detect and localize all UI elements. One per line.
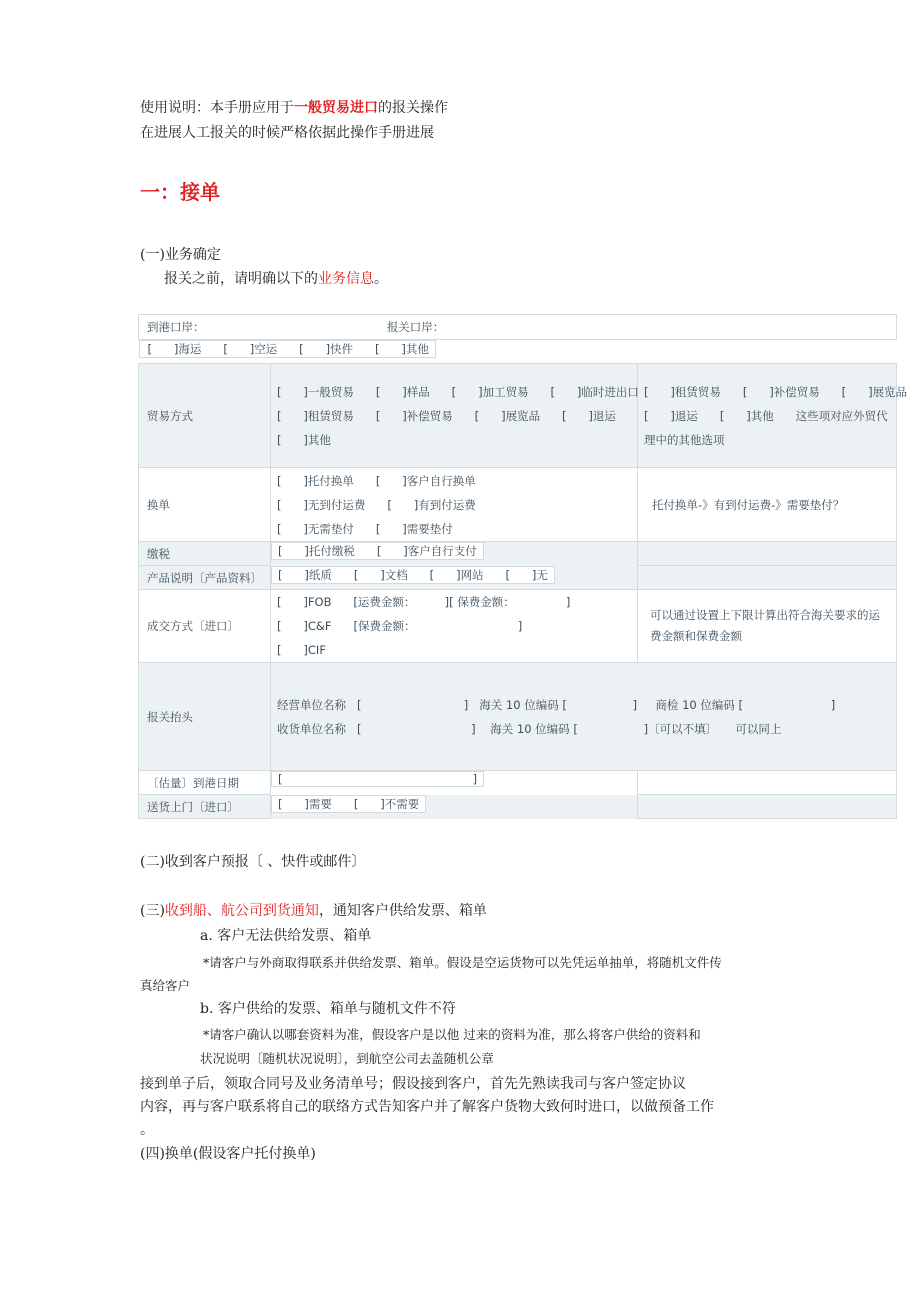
intro-highlight: 一般贸易进口 bbox=[294, 100, 378, 116]
deal-options[interactable] bbox=[271, 590, 638, 663]
sub3-a-title: a. 客户无法供给发票、箱单 bbox=[200, 928, 372, 944]
para-line-3: 。 bbox=[140, 1122, 154, 1138]
row-ports bbox=[139, 315, 897, 340]
deal-note: 可以通过设置上下限计算出符合海关要求的运费金额和保费金额 bbox=[638, 590, 897, 663]
business-info-table bbox=[138, 314, 908, 819]
row-date bbox=[139, 771, 897, 795]
trade-label: 贸易方式 bbox=[139, 364, 271, 468]
tax-label: 缴税 bbox=[139, 542, 271, 566]
row-delivery bbox=[139, 795, 897, 819]
trade-notes bbox=[638, 364, 908, 468]
arrival-port-field[interactable]: 到港口岸： bbox=[147, 320, 205, 334]
consignee-unit-line[interactable]: 收货单位名称 [ ] 海关 10 位编码 [ ]〔可以不填〕 可以同上 bbox=[277, 721, 782, 736]
product-note bbox=[638, 566, 897, 590]
row-trade bbox=[139, 364, 897, 468]
sub3-title-a: (三) bbox=[140, 903, 165, 919]
sub3-a-note-1: *请客户与外商取得联系并供给发票、箱单。假设是空运货物可以先凭运单抽单，将随机文件传 bbox=[203, 955, 722, 970]
deal-option-line[interactable]: [ ]CIF bbox=[277, 643, 326, 657]
sub2-title: (二)收到客户预报〔 、快件或邮件〕 bbox=[140, 854, 366, 870]
deal-label: 成交方式〔进口〕 bbox=[139, 590, 271, 663]
row-product bbox=[139, 566, 897, 590]
sub3-b-note-1: *请客户确认以哪套资料为准，假设客户是以他 过来的资料为准，那么将客户供给的资料和 bbox=[203, 1027, 701, 1042]
customs-port-field[interactable]: 报关口岸： bbox=[386, 320, 445, 334]
row-deal bbox=[139, 590, 897, 663]
trade-option-line[interactable]: [ ]租赁贸易 [ ]补偿贸易 [ ]展览品 [ ]退运 bbox=[277, 408, 616, 423]
exchange-label: 换单 bbox=[139, 468, 271, 542]
sub3-b-title: b. 客户供给的发票、箱单与随机文件不符 bbox=[200, 1001, 456, 1017]
trade-note-line: 理中的其他选项 bbox=[644, 432, 725, 447]
sub3-title-b: ，通知客户供给发票、箱单 bbox=[318, 903, 487, 919]
sub1-text-a: 报关之前，请明确以下的 bbox=[164, 271, 318, 287]
section-heading: 一：接单 bbox=[140, 180, 220, 204]
delivery-options[interactable]: [ ]需要 [ ]不需要 bbox=[271, 795, 426, 813]
trade-options[interactable] bbox=[271, 364, 638, 468]
header-fields[interactable] bbox=[271, 663, 897, 771]
para-line-1: 接到单子后，领取合同号及业务清单号；假设接到客户，首先先熟读我司与客户签定协议 bbox=[140, 1076, 686, 1092]
product-options[interactable]: [ ]纸质 [ ]文档 [ ]网站 [ ]无 bbox=[271, 566, 555, 584]
trade-note-line: [ ]退运 [ ]其他 这些项对应外贸代 bbox=[644, 408, 888, 423]
trade-note-line[interactable]: [ ]租赁贸易 [ ]补偿贸易 [ ]展览品 bbox=[644, 384, 908, 399]
sub3-title bbox=[140, 902, 487, 920]
date-note bbox=[638, 771, 897, 795]
transport-options[interactable]: [ ]海运 [ ]空运 [ ]快件 [ ]其他 bbox=[139, 340, 436, 358]
sub3-b-note-2: 状况说明〔随机状况说明〕，到航空公司去盖随机公章 bbox=[200, 1051, 494, 1066]
row-tax bbox=[139, 542, 897, 566]
trade-option-line[interactable]: [ ]其他 bbox=[277, 432, 331, 447]
sub1-highlight: 业务信息 bbox=[318, 271, 374, 287]
row-exchange bbox=[139, 468, 897, 542]
tax-note bbox=[638, 542, 897, 566]
deal-option-line[interactable]: [ ]FOB [运费金额： ][ 保费金额： ] bbox=[277, 595, 571, 609]
sub1-text bbox=[164, 270, 388, 288]
row-header bbox=[139, 663, 897, 771]
sub4-title: (四)换单(假设客户托付换单) bbox=[140, 1146, 316, 1162]
intro-text-a: 使用说明：本手册应用于 bbox=[140, 100, 294, 116]
exchange-options[interactable] bbox=[271, 468, 638, 542]
exchange-option-line[interactable]: [ ]无到付运费 [ ]有到付运费 bbox=[277, 497, 476, 512]
para-line-2: 内容，再与客户联系将自己的联络方式告知客户并了解客户货物大致何时进口，以做预备工作 bbox=[140, 1099, 714, 1115]
deal-option-line[interactable]: [ ]C&F [保费金额： ] bbox=[277, 619, 523, 633]
intro-text-b: 的报关操作 bbox=[378, 100, 448, 116]
operator-unit-line[interactable]: 经营单位名称 [ ] 海关 10 位编码 [ ] 商检 10 位编码 [ ] bbox=[277, 697, 836, 712]
exchange-note: 托付换单-》有到付运费-》需要垫付？ bbox=[638, 468, 897, 542]
sub1-text-b: 。 bbox=[374, 271, 388, 287]
sub1-title: (一)业务确定 bbox=[140, 247, 221, 263]
intro-line-1 bbox=[140, 99, 448, 117]
sub3-highlight: 收到船、航公司到货通知 bbox=[164, 903, 319, 919]
exchange-option-line[interactable]: [ ]无需垫付 [ ]需要垫付 bbox=[277, 521, 453, 536]
delivery-note bbox=[638, 795, 897, 819]
header-label: 报关抬头 bbox=[139, 663, 271, 771]
exchange-option-line[interactable]: [ ]托付换单 [ ]客户自行换单 bbox=[277, 473, 476, 488]
date-label: 〔估量〕到港日期 bbox=[139, 771, 271, 795]
date-field[interactable]: [ ] bbox=[271, 771, 484, 787]
sub3-a-note-2: 真给客户 bbox=[140, 978, 191, 993]
product-label: 产品说明〔产品资料〕 bbox=[139, 566, 271, 590]
intro-line-2: 在进展人工报关的时候严格依据此操作手册进展 bbox=[140, 125, 434, 141]
delivery-label: 送货上门〔进口〕 bbox=[139, 795, 271, 819]
trade-option-line[interactable]: [ ]一般贸易 [ ]样品 [ ]加工贸易 [ ]临时进出口 bbox=[277, 384, 639, 399]
tax-options[interactable]: [ ]托付缴税 [ ]客户自行支付 bbox=[271, 542, 484, 560]
row-transport bbox=[139, 340, 897, 364]
